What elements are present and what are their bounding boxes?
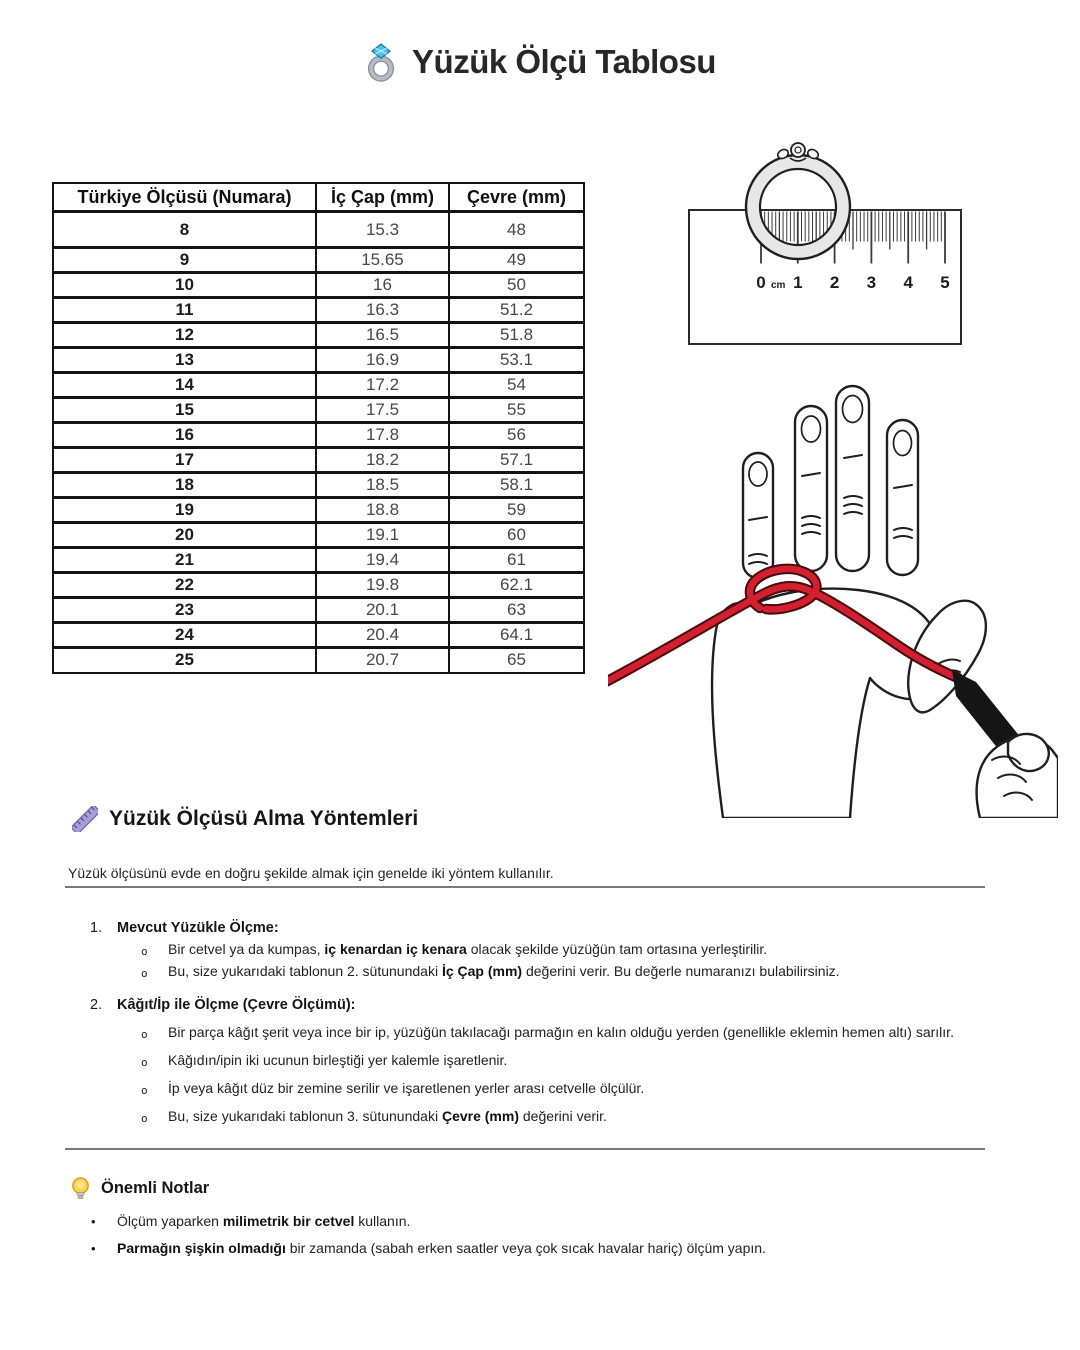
method-bullet: o İp veya kâğıt düz bir zemine serilir ve işaretlenen yerler arası cetvelle ölçülür. [168, 1079, 1040, 1098]
cell-size: 10 [53, 273, 316, 298]
cell-circumference: 54 [449, 373, 584, 398]
cell-circumference: 48 [449, 212, 584, 248]
method-bullet: o Bir parça kâğıt şerit veya ince bir ip, yüzüğün takılacağı parmağın en kalın olduğu yerden (genellikle eklemin hemen altı) sarılır. [168, 1023, 1040, 1042]
ruler-tick-label: 3 [866, 273, 877, 292]
bullet-marker: • [91, 1214, 96, 1229]
cell-inner-diameter: 20.1 [316, 598, 449, 623]
table-row [53, 623, 584, 648]
bullet-marker: o [141, 945, 148, 958]
table-row [53, 648, 584, 673]
cell-inner-diameter: 19.1 [316, 523, 449, 548]
table-row [53, 212, 584, 248]
method-item-title: Mevcut Yüzükle Ölçme: [117, 920, 279, 936]
method-item-number: 2. [90, 997, 103, 1013]
table-row [53, 398, 584, 423]
table-row [53, 523, 584, 548]
cell-circumference: 60 [449, 523, 584, 548]
table-row [53, 548, 584, 573]
table-row [53, 323, 584, 348]
ruler-tick-label: 5 [940, 273, 950, 292]
ruler-unit-label: cm [771, 280, 786, 291]
palm-outline [712, 589, 943, 818]
ruler-icon [72, 806, 98, 832]
method-item [0, 919, 1080, 981]
cell-inner-diameter: 17.2 [316, 373, 449, 398]
ring-on-ruler-figure [686, 138, 964, 353]
cell-inner-diameter: 18.8 [316, 498, 449, 523]
method-item [0, 996, 1080, 1126]
bullet-marker: o [141, 1028, 148, 1041]
methods-title: Yüzük Ölçüsü Alma Yöntemleri [109, 807, 419, 830]
cell-circumference: 53.1 [449, 348, 584, 373]
cell-inner-diameter: 18.2 [316, 448, 449, 473]
bullet-marker: • [91, 1241, 96, 1256]
note-bullet: • Ölçüm yaparken milimetrik bir cetvel kullanın. [91, 1213, 411, 1229]
cell-inner-diameter: 16.3 [316, 298, 449, 323]
cell-circumference: 64.1 [449, 623, 584, 648]
cell-circumference: 63 [449, 598, 584, 623]
method-bullet: o Bu, size yukarıdaki tablonun 2. sütunundaki İç Çap (mm) değerini verir. Bu değerle numaranızı bulabilirsiniz. [168, 962, 1040, 981]
methods-list [0, 919, 1080, 1126]
cell-size: 25 [53, 648, 316, 673]
cell-size: 24 [53, 623, 316, 648]
cell-inner-diameter: 16 [316, 273, 449, 298]
table-row [53, 348, 584, 373]
bullet-marker: o [141, 967, 148, 980]
cell-circumference: 59 [449, 498, 584, 523]
bullet-marker: o [141, 1112, 148, 1125]
cell-circumference: 58.1 [449, 473, 584, 498]
lightbulb-icon [70, 1176, 91, 1201]
cell-size: 11 [53, 298, 316, 323]
page-title: Yüzük Ölçü Tablosu [412, 43, 716, 80]
table-row [53, 423, 584, 448]
ruler-tick-label: 0 [756, 273, 766, 292]
table-row [53, 573, 584, 598]
cell-size: 19 [53, 498, 316, 523]
method-bullet: o Bu, size yukarıdaki tablonun 3. sütunundaki Çevre (mm) değerini verir. [168, 1107, 1040, 1126]
cell-circumference: 51.8 [449, 323, 584, 348]
cell-circumference: 49 [449, 248, 584, 273]
methods-heading [72, 806, 418, 832]
cell-circumference: 57.1 [449, 448, 584, 473]
hand-measurement-figure [608, 368, 1058, 818]
bullet-marker: o [141, 1056, 148, 1069]
cell-size: 12 [53, 323, 316, 348]
table-row [53, 273, 584, 298]
cell-inner-diameter: 15.65 [316, 248, 449, 273]
cell-inner-diameter: 17.8 [316, 423, 449, 448]
cell-inner-diameter: 19.4 [316, 548, 449, 573]
methods-intro: Yüzük ölçüsünü evde en doğru şekilde almak için genelde iki yöntem kullanılır. [68, 865, 554, 881]
cell-size: 9 [53, 248, 316, 273]
table-row [53, 373, 584, 398]
notes-list [0, 1212, 1080, 1258]
method-bullet: o Kâğıdın/ipin iki ucunun birleştiği yer kalemle işaretlenir. [168, 1051, 1040, 1070]
cell-inner-diameter: 18.5 [316, 473, 449, 498]
table-row [53, 448, 584, 473]
table-row [53, 248, 584, 273]
cell-size: 17 [53, 448, 316, 473]
method-item-heading [0, 919, 1080, 937]
cell-size: 16 [53, 423, 316, 448]
cell-size: 18 [53, 473, 316, 498]
col-header-circumference: Çevre (mm) [449, 183, 584, 212]
cell-size: 14 [53, 373, 316, 398]
method-bullet: o Bir cetvel ya da kumpas, iç kenardan iç kenara olacak şekilde yüzüğün tam ortasına yerleştirilir. [168, 940, 1040, 959]
cell-circumference: 62.1 [449, 573, 584, 598]
cell-circumference: 65 [449, 648, 584, 673]
divider [65, 886, 985, 888]
cell-circumference: 56 [449, 423, 584, 448]
page-header [0, 42, 1080, 82]
cell-size: 8 [53, 212, 316, 248]
table-row [53, 598, 584, 623]
table-row [53, 473, 584, 498]
ruler-tick-label: 2 [829, 273, 840, 292]
cell-circumference: 61 [449, 548, 584, 573]
cell-size: 20 [53, 523, 316, 548]
cell-circumference: 55 [449, 398, 584, 423]
method-item-number: 1. [90, 920, 103, 936]
ruler-tick-label: 4 [903, 273, 913, 292]
cell-size: 15 [53, 398, 316, 423]
divider [65, 1148, 985, 1150]
cell-size: 21 [53, 548, 316, 573]
cell-inner-diameter: 20.4 [316, 623, 449, 648]
cell-circumference: 51.2 [449, 298, 584, 323]
bullet-marker: o [141, 1084, 148, 1097]
note-bullet: • Parmağın şişkin olmadığı bir zamanda (sabah erken saatler veya çok sıcak havalar hariç) ölçüm yapın. [91, 1240, 766, 1256]
ruler-tick-label: 1 [793, 273, 803, 292]
cell-inner-diameter: 17.5 [316, 398, 449, 423]
cell-circumference: 50 [449, 273, 584, 298]
cell-size: 13 [53, 348, 316, 373]
cell-inner-diameter: 20.7 [316, 648, 449, 673]
table-row [53, 498, 584, 523]
notes-title: Önemli Notlar [101, 1179, 210, 1197]
col-header-size: Türkiye Ölçüsü (Numara) [53, 183, 316, 212]
cell-inner-diameter: 16.5 [316, 323, 449, 348]
cell-size: 23 [53, 598, 316, 623]
cell-inner-diameter: 19.8 [316, 573, 449, 598]
table-row [53, 298, 584, 323]
cell-size: 22 [53, 573, 316, 598]
ring-size-table [52, 182, 585, 674]
col-header-inner-diameter: İç Çap (mm) [316, 183, 449, 212]
cell-inner-diameter: 16.9 [316, 348, 449, 373]
method-item-heading [0, 996, 1080, 1014]
ring-icon [364, 42, 398, 82]
method-item-title: Kâğıt/İp ile Ölçme (Çevre Ölçümü): [117, 997, 356, 1013]
table-header-row [53, 183, 584, 212]
cell-inner-diameter: 15.3 [316, 212, 449, 248]
notes-heading [70, 1176, 209, 1201]
